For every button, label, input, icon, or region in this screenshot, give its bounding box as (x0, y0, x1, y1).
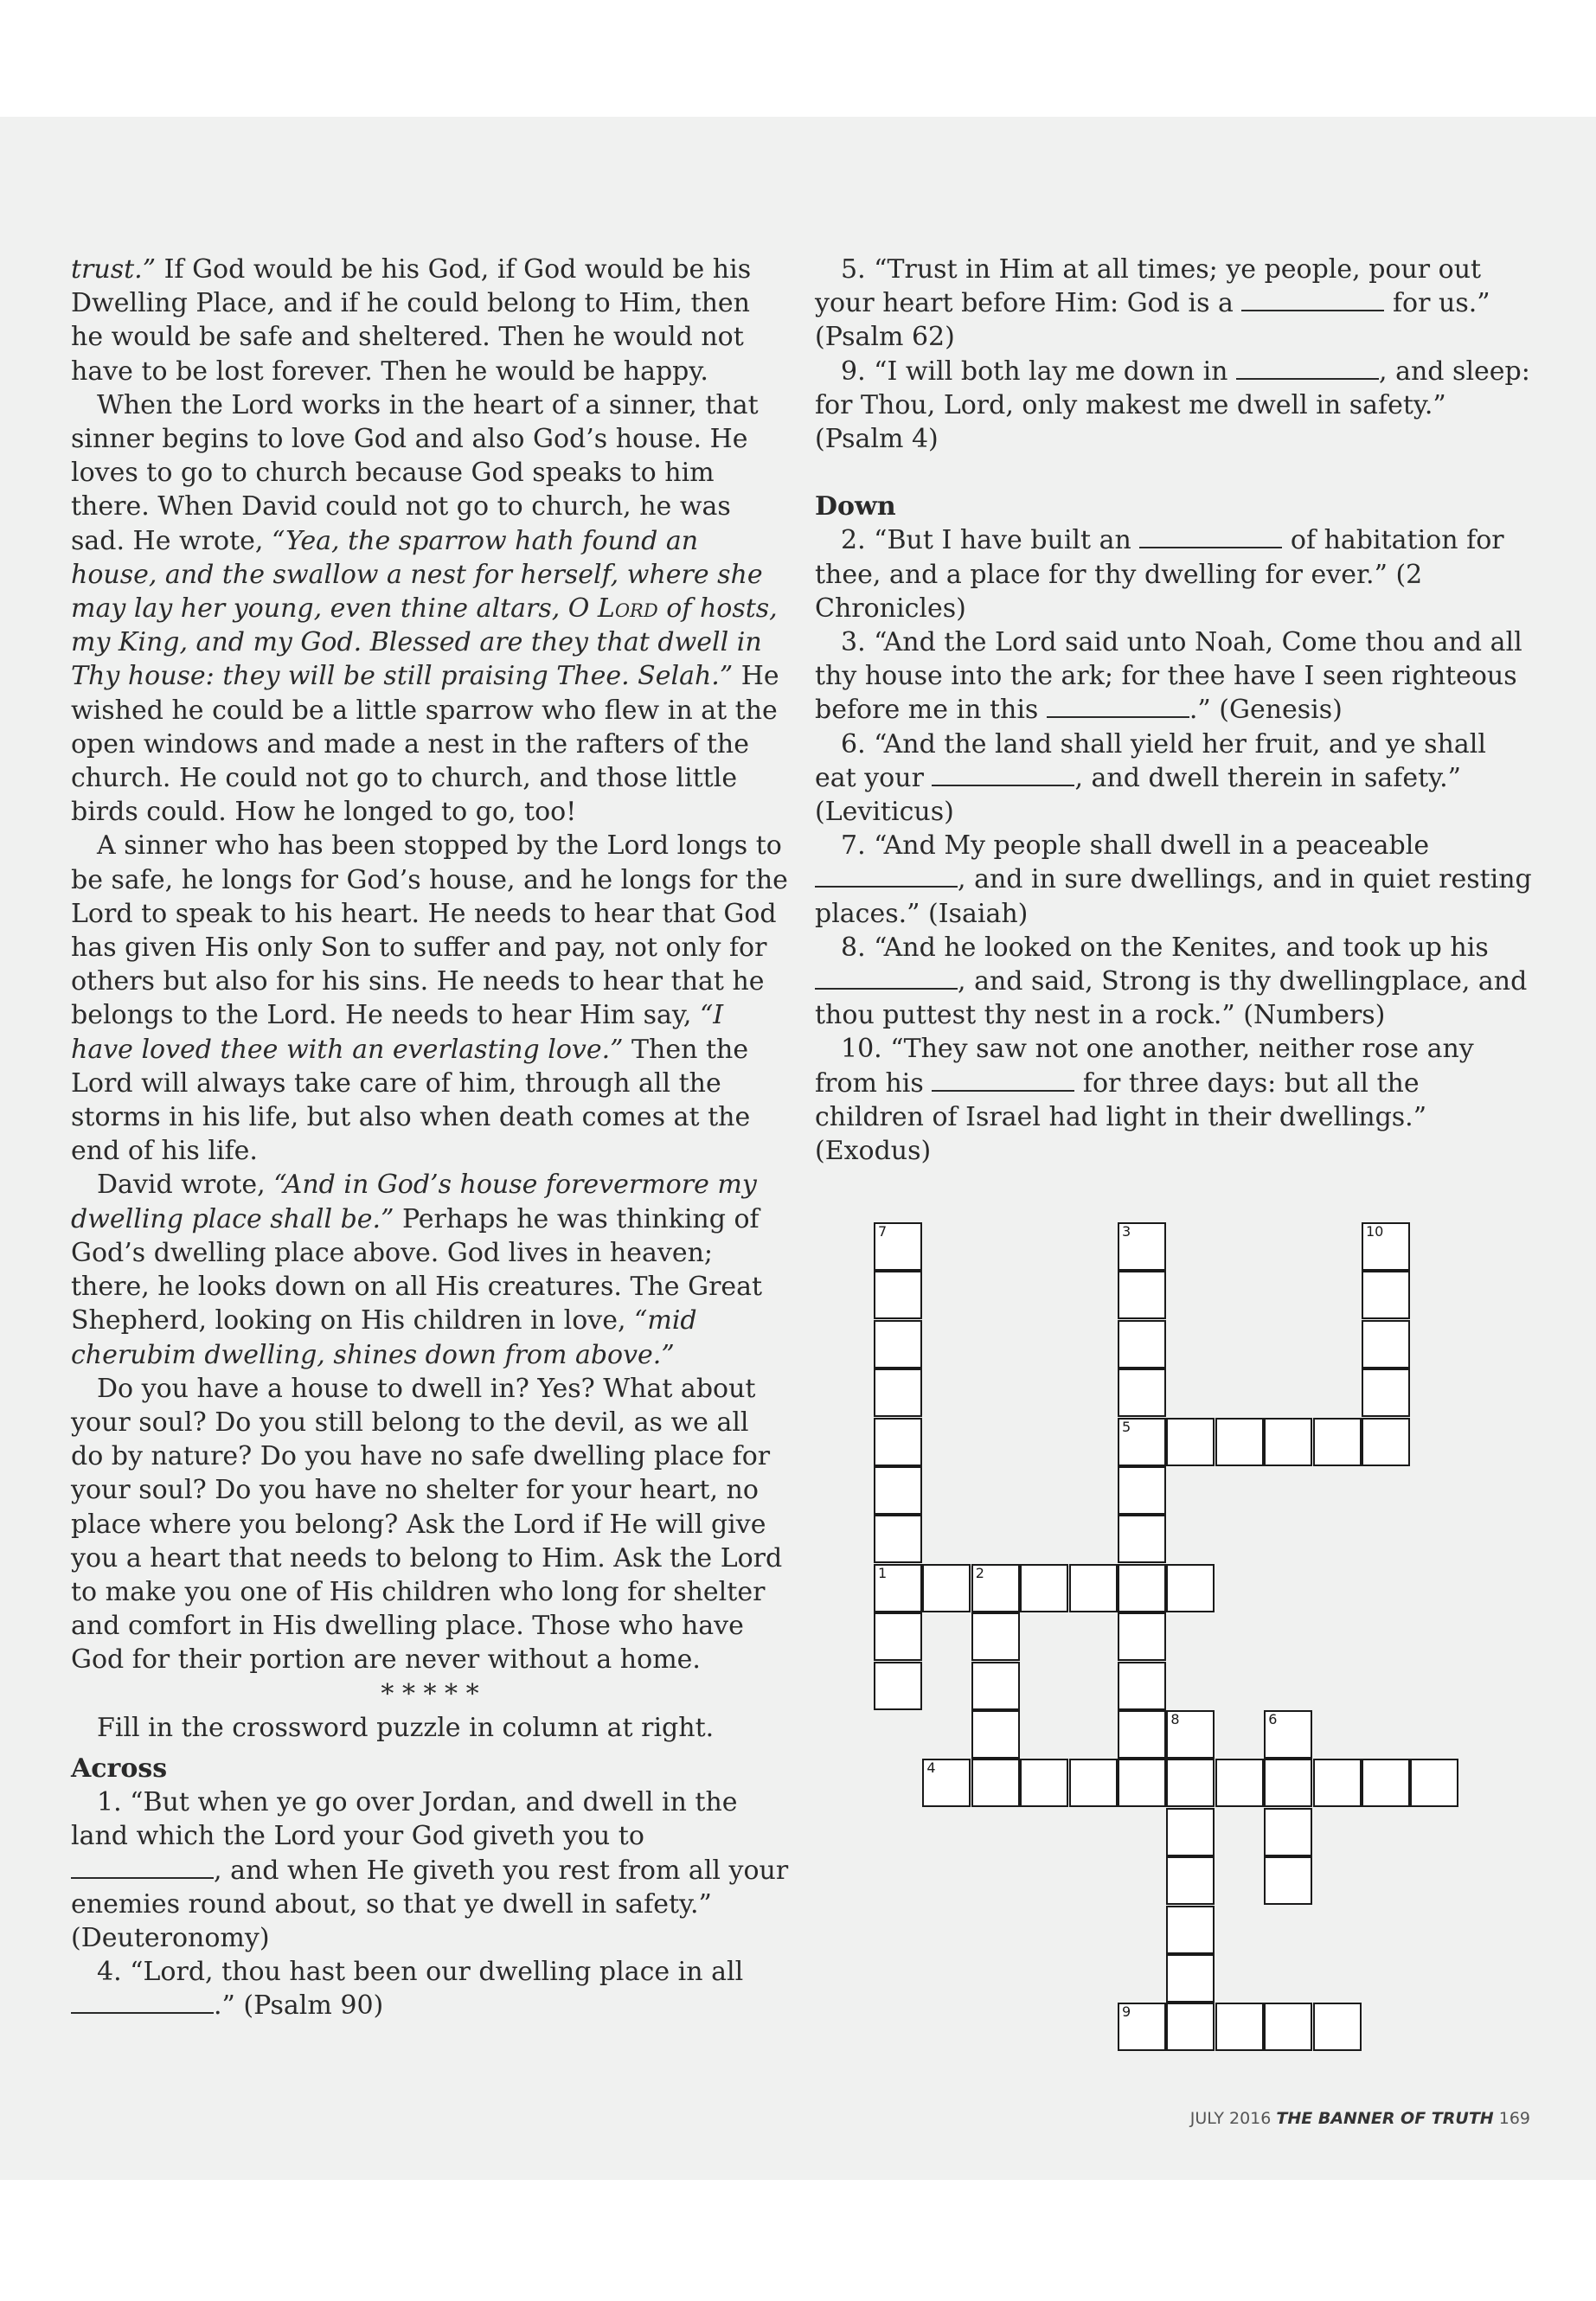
text: 2. “But I have built an (841, 525, 1140, 556)
clue-number: 9 (1122, 2003, 1131, 2021)
crossword-cell[interactable] (1118, 2003, 1166, 2051)
crossword-cell[interactable] (874, 1222, 922, 1271)
clue-down-3 (815, 625, 1533, 727)
text: 8. “And he looked on the Kenites, and took up his (841, 932, 1489, 963)
crossword-cell[interactable] (874, 1368, 922, 1417)
answer-blank (71, 1993, 214, 2014)
crossword-cell[interactable] (971, 1564, 1020, 1612)
crossword-cell[interactable] (1020, 1759, 1068, 1807)
crossword-cell[interactable] (1118, 1710, 1166, 1759)
crossword-cell[interactable] (1362, 1320, 1410, 1368)
crossword-cell[interactable] (1118, 1515, 1166, 1563)
italic-quote: “mid cherubim dwelling, shines down from above.” (71, 1305, 697, 1370)
crossword-cell[interactable] (1362, 1271, 1410, 1319)
text: for three days: but all the children of Israel had light in their dwellings.” (Exodus) (815, 1067, 1427, 1167)
text: 3. “And the Lord said unto Noah, Come thou and all thy house into the ark; for thee have I seen righteous before me in this (815, 627, 1522, 726)
clue-across-1 (71, 1785, 789, 1955)
crossword-cell[interactable] (1166, 1808, 1215, 1856)
text: David wrote, (97, 1170, 274, 1201)
text: for us.” (Psalm 62) (815, 288, 1490, 353)
crossword-cell[interactable] (1118, 1564, 1166, 1612)
clue-across-4 (71, 1955, 789, 2022)
crossword-cell[interactable] (1313, 1759, 1362, 1807)
italic-quote: trust.” (71, 254, 157, 285)
crossword-cell[interactable] (971, 1612, 1020, 1661)
crossword-cell[interactable] (1264, 1759, 1312, 1807)
clue-number: 8 (1170, 1711, 1180, 1727)
crossword-cell[interactable] (1118, 1320, 1166, 1368)
text: A sinner who has been stopped by the Lord longs to be safe, he longs for God’s house, and he longs for the Lord to speak to his heart. He needs to hear that God has given His only Son to suffer and pay, not only for others but also for his sins. He needs to hear that he belongs to the Lord. He needs to hear Him say, (71, 830, 788, 1031)
crossword-cell[interactable] (1166, 1564, 1215, 1612)
clue-across-9 (815, 355, 1533, 457)
crossword-cell[interactable] (874, 1418, 922, 1466)
crossword-cell[interactable] (1069, 1564, 1118, 1612)
crossword-cell[interactable] (1118, 1466, 1166, 1515)
paragraph-5: Do you have a house to dwell in? Yes? What about your soul? Do you still belong to the devil, as we all do by nature? Do you have no safe dwelling place for your soul? Do you have no shelter for your heart, no place where you belong? Ask the Lord if He will give you a heart that needs to belong to Him. Ask the Lord to make you one of His children who long for shelter and comfort in His dwelling place. Those who have God for their portion are never without a home. (71, 1373, 783, 1676)
crossword-cell[interactable] (1264, 1418, 1312, 1466)
crossword-cell[interactable] (1362, 1759, 1410, 1807)
clue-down-2 (815, 523, 1533, 625)
down-heading: Down (815, 491, 896, 522)
text: , and said, Strong is thy dwellingplace, and thou puttest thy nest in a rock.” (Numbers) (815, 966, 1528, 1031)
crossword-cell[interactable] (1215, 1418, 1264, 1466)
clue-number: 2 (975, 1564, 984, 1581)
paragraph-2 (71, 388, 789, 830)
crossword-cell[interactable] (1362, 1368, 1410, 1417)
clue-number: 5 (1122, 1418, 1131, 1435)
text: 5. “Trust in Him at all times; ye people, pour out your heart before Him: God is a (815, 254, 1482, 319)
clue-number: 3 (1122, 1223, 1131, 1240)
crossword-cell[interactable] (1166, 1856, 1215, 1905)
answer-blank (1047, 697, 1189, 718)
issue-date: JULY 2016 (1189, 2109, 1272, 2128)
text: , and dwell therein in safety.” (Leviticus) (815, 762, 1461, 828)
crossword-cell[interactable] (1118, 1418, 1166, 1466)
crossword-cell[interactable] (1264, 1808, 1312, 1856)
crossword-cell[interactable] (1264, 1856, 1312, 1905)
crossword-cell[interactable] (1118, 1612, 1166, 1661)
crossword-cell[interactable] (1313, 2003, 1362, 2051)
text: Perhaps he was thinking of God’s dwelling place above. God lives in heaven; there, he looks down on all His creatures. The Great Shepherd, looking on His children in love, (71, 1203, 763, 1336)
clue-number: 1 (878, 1564, 888, 1581)
left-column (71, 253, 789, 2023)
text: He wished he could be a little sparrow who flew in at the open windows and made a nest in the rafters of the church. He could not go to church, and those little birds could. How he longed to go, too! (71, 661, 779, 828)
answer-blank (815, 867, 958, 888)
crossword-cell[interactable] (1166, 1418, 1215, 1466)
text: , and in sure dwellings, and in quiet resting places.” (Isaiah) (815, 864, 1532, 929)
crossword-cell[interactable] (1069, 1759, 1118, 1807)
italic-quote: of hosts, my King, and my God. Blessed are they that dwell in Thy house: they will be still praising Thee. Selah.” (71, 593, 778, 692)
crossword-cell[interactable] (1264, 1710, 1312, 1759)
answer-blank (815, 969, 958, 990)
text: If God would be his God, if God would be his Dwelling Place, and if he could belong to Him, then he would be safe and sheltered. Then he would not have to be lost forever. Then he would be happy. (71, 254, 752, 387)
crossword-cell[interactable] (1362, 1418, 1410, 1466)
crossword-cell[interactable] (1166, 1710, 1215, 1759)
crossword-cell[interactable] (1166, 1759, 1215, 1807)
small-caps-lord: Lord (597, 593, 658, 625)
crossword-cell[interactable] (874, 1466, 922, 1515)
across-heading: Across (71, 1753, 168, 1784)
page-number: 169 (1498, 2109, 1530, 2128)
text: Then the Lord will always take care of him, through all the storms in his life, but also when death comes at the end of his life. (71, 1034, 751, 1167)
crossword-cell[interactable] (971, 1759, 1020, 1807)
clue-down-8 (815, 931, 1533, 1033)
crossword-cell[interactable] (1215, 1759, 1264, 1807)
text: .” (Genesis) (1189, 695, 1343, 726)
clue-number: 4 (926, 1759, 936, 1777)
crossword-cell[interactable] (1020, 1564, 1068, 1612)
answer-blank (932, 766, 1074, 786)
crossword-cell[interactable] (1264, 2003, 1312, 2051)
crossword-cell[interactable] (1118, 1368, 1166, 1417)
magazine-title: THE BANNER OF TRUTH (1276, 2109, 1494, 2128)
italic-quote: “Yea, the sparrow hath found an house, and the swallow a nest for herself, where she may lay her young, even thine altars, O (71, 525, 763, 625)
clue-number: 10 (1366, 1223, 1384, 1240)
crossword-cell[interactable] (874, 1515, 922, 1563)
section-divider: * * * * * (381, 1678, 479, 1709)
text: 7. “And My people shall dwell in a peaceable (841, 830, 1430, 862)
text: When the Lord works in the heart of a sinner, that sinner begins to love God and also God’s house. He loves to go to church because God speaks to him there. When David could not go to church, he was sad. He wrote, (71, 389, 759, 556)
crossword-cell[interactable] (874, 1271, 922, 1319)
italic-quote: “I have loved thee with an everlasting love.” (71, 1000, 724, 1065)
crossword-cell[interactable] (1166, 2003, 1215, 2051)
crossword-cell[interactable] (971, 1710, 1020, 1759)
crossword-cell[interactable] (1118, 1271, 1166, 1319)
crossword-cell[interactable] (874, 1612, 922, 1661)
crossword-cell[interactable] (1166, 1954, 1215, 2003)
paragraph-1 (71, 253, 789, 388)
crossword-cell[interactable] (874, 1564, 922, 1612)
crossword-cell[interactable] (1313, 1418, 1362, 1466)
text: 10. “They saw not one another, neither rose any from his (815, 1034, 1474, 1099)
clue-number: 7 (878, 1223, 888, 1240)
crossword-cell[interactable] (922, 1759, 971, 1807)
text: , and when He giveth you rest from all your enemies round about, so that ye dwell in safety.” (Deuteronomy) (71, 1855, 789, 1953)
clue-down-6 (815, 727, 1533, 830)
crossword-cell[interactable] (874, 1662, 922, 1710)
answer-blank (932, 1071, 1074, 1092)
crossword-cell[interactable] (1118, 1222, 1166, 1271)
page-footer (1190, 2109, 1530, 2128)
crossword-cell[interactable] (1215, 2003, 1264, 2051)
crossword-cell[interactable] (1118, 1759, 1166, 1807)
right-column (815, 253, 1533, 1168)
crossword-cell[interactable] (1410, 1759, 1458, 1807)
crossword-cell[interactable] (1166, 1906, 1215, 1954)
paragraph-4 (71, 1168, 789, 1371)
text: 4. “Lord, thou hast been our dwelling place in all (97, 1957, 744, 1988)
instructions: Fill in the crossword puzzle in column at right. (97, 1712, 715, 1743)
crossword-cell[interactable] (1118, 1662, 1166, 1710)
text: of habitation for thee, and a place for thy dwelling for ever.” (2 Chronicles) (815, 525, 1504, 624)
text: , and sleep: for Thou, Lord, only makest me dwell in safety.” (Psalm 4) (815, 356, 1530, 455)
clue-number: 6 (1268, 1711, 1278, 1727)
clue-down-10 (815, 1032, 1533, 1168)
crossword-cell[interactable] (874, 1320, 922, 1368)
text: 1. “But when ye go over Jordan, and dwell in the land which the Lord your God giveth you to (71, 1787, 738, 1852)
answer-blank (1236, 359, 1379, 380)
paragraph-3 (71, 829, 789, 1168)
clue-across-5 (815, 253, 1533, 355)
answer-blank (1241, 291, 1384, 311)
answer-blank (71, 1858, 214, 1879)
crossword-cell[interactable] (971, 1662, 1020, 1710)
crossword-cell[interactable] (922, 1564, 971, 1612)
answer-blank (1139, 528, 1282, 548)
text: .” (Psalm 90) (214, 1990, 384, 2022)
text: 9. “I will both lay me down in (841, 356, 1237, 387)
italic-quote: “And in God’s house forevermore my dwelling place shall be.” (71, 1170, 757, 1234)
clue-down-7 (815, 829, 1533, 931)
crossword-cell[interactable] (1362, 1222, 1410, 1271)
text: 6. “And the land shall yield her fruit, and ye shall eat your (815, 728, 1486, 793)
